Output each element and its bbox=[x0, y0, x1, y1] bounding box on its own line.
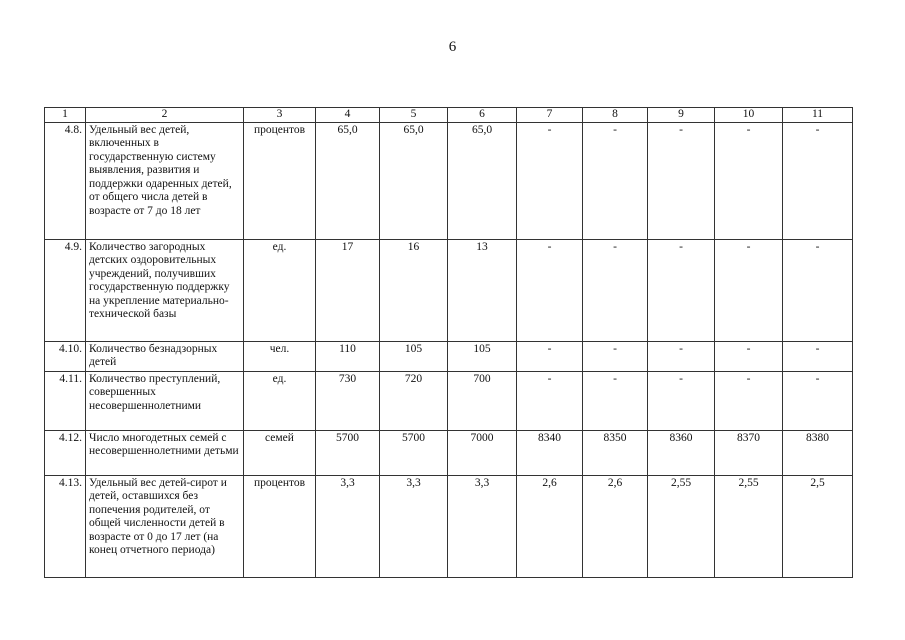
header-cell: 1 bbox=[45, 108, 86, 123]
value-cell: - bbox=[715, 239, 783, 341]
value-cell: - bbox=[583, 341, 648, 371]
value-cell: 2,55 bbox=[648, 475, 715, 577]
value-cell: 2,55 bbox=[715, 475, 783, 577]
table-row bbox=[45, 475, 853, 577]
table-row bbox=[45, 341, 853, 371]
table-row bbox=[45, 122, 853, 239]
value-cell: 7000 bbox=[448, 430, 517, 475]
value-cell: 3,3 bbox=[316, 475, 380, 577]
value-cell: 2,6 bbox=[583, 475, 648, 577]
row-number: 4.10. bbox=[45, 341, 86, 371]
indicator-name: Удельный вес детей, включенных в государственную систему выявления, развития и поддержки одаренных детей, от общего числа детей в возрасте от 7 до 18 лет bbox=[86, 122, 244, 239]
table-row bbox=[45, 239, 853, 341]
unit-cell: ед. bbox=[244, 239, 316, 341]
value-cell: 3,3 bbox=[380, 475, 448, 577]
indicator-name: Число многодетных семей с несовершеннолетними детьми bbox=[86, 430, 244, 475]
indicator-name: Количество загородных детских оздоровительных учреждений, получивших государственную поддержку на укрепление материально-технической базы bbox=[86, 239, 244, 341]
value-cell: - bbox=[715, 122, 783, 239]
header-cell: 4 bbox=[316, 108, 380, 123]
value-cell: 65,0 bbox=[316, 122, 380, 239]
value-cell: - bbox=[517, 371, 583, 430]
value-cell: - bbox=[783, 371, 853, 430]
value-cell: 8360 bbox=[648, 430, 715, 475]
value-cell: 105 bbox=[380, 341, 448, 371]
indicators-table bbox=[44, 107, 853, 578]
value-cell: - bbox=[517, 122, 583, 239]
value-cell: - bbox=[648, 371, 715, 430]
value-cell: - bbox=[648, 341, 715, 371]
value-cell: 16 bbox=[380, 239, 448, 341]
row-number: 4.8. bbox=[45, 122, 86, 239]
table-header-row bbox=[45, 108, 853, 123]
value-cell: - bbox=[648, 239, 715, 341]
unit-cell: процентов bbox=[244, 122, 316, 239]
indicator-name: Количество преступлений, совершенных несовершеннолетними bbox=[86, 371, 244, 430]
header-cell: 2 bbox=[86, 108, 244, 123]
header-cell: 3 bbox=[244, 108, 316, 123]
value-cell: - bbox=[648, 122, 715, 239]
indicator-name: Удельный вес детей-сирот и детей, оставшихся без попечения родителей, от общей численности детей в возрасте от 0 до 17 лет (на конец отчетного периода) bbox=[86, 475, 244, 577]
value-cell: 65,0 bbox=[380, 122, 448, 239]
header-cell: 11 bbox=[783, 108, 853, 123]
value-cell: - bbox=[783, 341, 853, 371]
value-cell: 105 bbox=[448, 341, 517, 371]
header-cell: 6 bbox=[448, 108, 517, 123]
value-cell: - bbox=[583, 371, 648, 430]
header-cell: 8 bbox=[583, 108, 648, 123]
value-cell: - bbox=[583, 239, 648, 341]
value-cell: 8380 bbox=[783, 430, 853, 475]
value-cell: 110 bbox=[316, 341, 380, 371]
page-number: 6 bbox=[448, 39, 457, 55]
table-row bbox=[45, 371, 853, 430]
value-cell: 8370 bbox=[715, 430, 783, 475]
value-cell: 5700 bbox=[316, 430, 380, 475]
value-cell: 2,6 bbox=[517, 475, 583, 577]
value-cell: 17 bbox=[316, 239, 380, 341]
value-cell: 2,5 bbox=[783, 475, 853, 577]
value-cell: 5700 bbox=[380, 430, 448, 475]
value-cell: 8340 bbox=[517, 430, 583, 475]
header-cell: 5 bbox=[380, 108, 448, 123]
unit-cell: ед. bbox=[244, 371, 316, 430]
value-cell: - bbox=[715, 341, 783, 371]
header-cell: 10 bbox=[715, 108, 783, 123]
value-cell: 3,3 bbox=[448, 475, 517, 577]
value-cell: 13 bbox=[448, 239, 517, 341]
indicator-name: Количество безнадзорных детей bbox=[86, 341, 244, 371]
value-cell: - bbox=[583, 122, 648, 239]
value-cell: - bbox=[783, 122, 853, 239]
row-number: 4.11. bbox=[45, 371, 86, 430]
unit-cell: чел. bbox=[244, 341, 316, 371]
value-cell: 700 bbox=[448, 371, 517, 430]
value-cell: - bbox=[517, 239, 583, 341]
row-number: 4.13. bbox=[45, 475, 86, 577]
unit-cell: процентов bbox=[244, 475, 316, 577]
value-cell: 720 bbox=[380, 371, 448, 430]
value-cell: 8350 bbox=[583, 430, 648, 475]
value-cell: 65,0 bbox=[448, 122, 517, 239]
header-cell: 7 bbox=[517, 108, 583, 123]
value-cell: - bbox=[517, 341, 583, 371]
unit-cell: семей bbox=[244, 430, 316, 475]
row-number: 4.12. bbox=[45, 430, 86, 475]
row-number: 4.9. bbox=[45, 239, 86, 341]
value-cell: - bbox=[783, 239, 853, 341]
table-row bbox=[45, 430, 853, 475]
header-cell: 9 bbox=[648, 108, 715, 123]
value-cell: 730 bbox=[316, 371, 380, 430]
value-cell: - bbox=[715, 371, 783, 430]
